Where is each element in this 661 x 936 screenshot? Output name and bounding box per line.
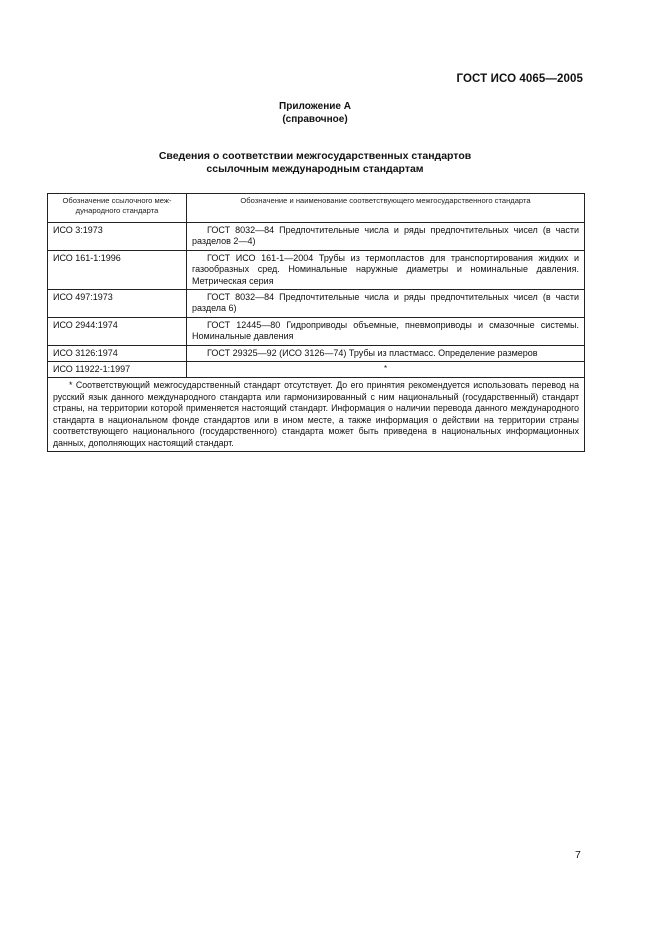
- section-title: [0, 150, 630, 176]
- gost-designation-cell: ГОСТ ИСО 161-1—2004 Трубы из термопластов для транспортирования жидких и газообразных сред. Номинальные наружные диаметры и номинальные давления. Метрическая серия: [187, 250, 585, 289]
- table-footnote-row: [48, 378, 585, 451]
- document-code: ГОСТ ИСО 4065—2005: [456, 73, 583, 85]
- page-number: 7: [575, 849, 581, 861]
- gost-designation-cell: ГОСТ 29325—92 (ИСО 3126—74) Трубы из пластмасс. Определение размеров: [187, 345, 585, 361]
- table-row: [48, 290, 585, 318]
- table-footnote: * Соответствующий межгосударственный стандарт отсутствует. До его принятия рекомендуется использовать перевод на русский язык данного международного стандарта или гармонизированный с ним национальный (государственный) стандарт страны, на территории которой применяется настоящий стандарт. Информация о наличии перевода данного международного стандарта в национальном фонде стандартов или в ином месте, а также информация о действии на территории страны соответствующего национального (государственного) стандарта может быть приведена в национальных информационных данных, дополняющих настоящий стандарт.: [48, 378, 585, 451]
- iso-designation-cell: ИСО 11922-1:1997: [48, 362, 187, 378]
- gost-designation-cell: ГОСТ 12445—80 Гидроприводы объемные, пневмоприводы и смазочные системы. Номинальные давления: [187, 317, 585, 345]
- table-row: [48, 317, 585, 345]
- table-header-row: [48, 194, 585, 223]
- column-header-iso: Обозначение ссылочного меж-дународного стандарта: [48, 194, 187, 223]
- table-row: [48, 362, 585, 378]
- iso-designation-cell: ИСО 3126:1974: [48, 345, 187, 361]
- table-row: [48, 345, 585, 361]
- iso-designation-cell: ИСО 3:1973: [48, 223, 187, 251]
- section-title-line-2: ссылочным международным стандартам: [206, 163, 424, 175]
- table-row: [48, 223, 585, 251]
- annex-heading: [0, 100, 630, 126]
- iso-designation-cell: ИСО 2944:1974: [48, 317, 187, 345]
- gost-designation-cell: *: [187, 362, 585, 378]
- section-title-line-1: Сведения о соответствии межгосударственных стандартов: [158, 150, 472, 162]
- standards-correspondence-table: [47, 193, 585, 452]
- annex-title: Приложение А: [279, 101, 351, 112]
- iso-designation-cell: ИСО 497:1973: [48, 290, 187, 318]
- annex-subtitle: (справочное): [282, 114, 348, 125]
- table-row: [48, 250, 585, 289]
- column-header-gost: Обозначение и наименование соответствующего межгосударственного стандарта: [187, 194, 585, 223]
- gost-designation-cell: ГОСТ 8032—84 Предпочтительные числа и ряды предпочтительных чисел (в части раздела 6): [187, 290, 585, 318]
- gost-designation-cell: ГОСТ 8032—84 Предпочтительные числа и ряды предпочтительных чисел (в части разделов 2—4): [187, 223, 585, 251]
- iso-designation-cell: ИСО 161-1:1996: [48, 250, 187, 289]
